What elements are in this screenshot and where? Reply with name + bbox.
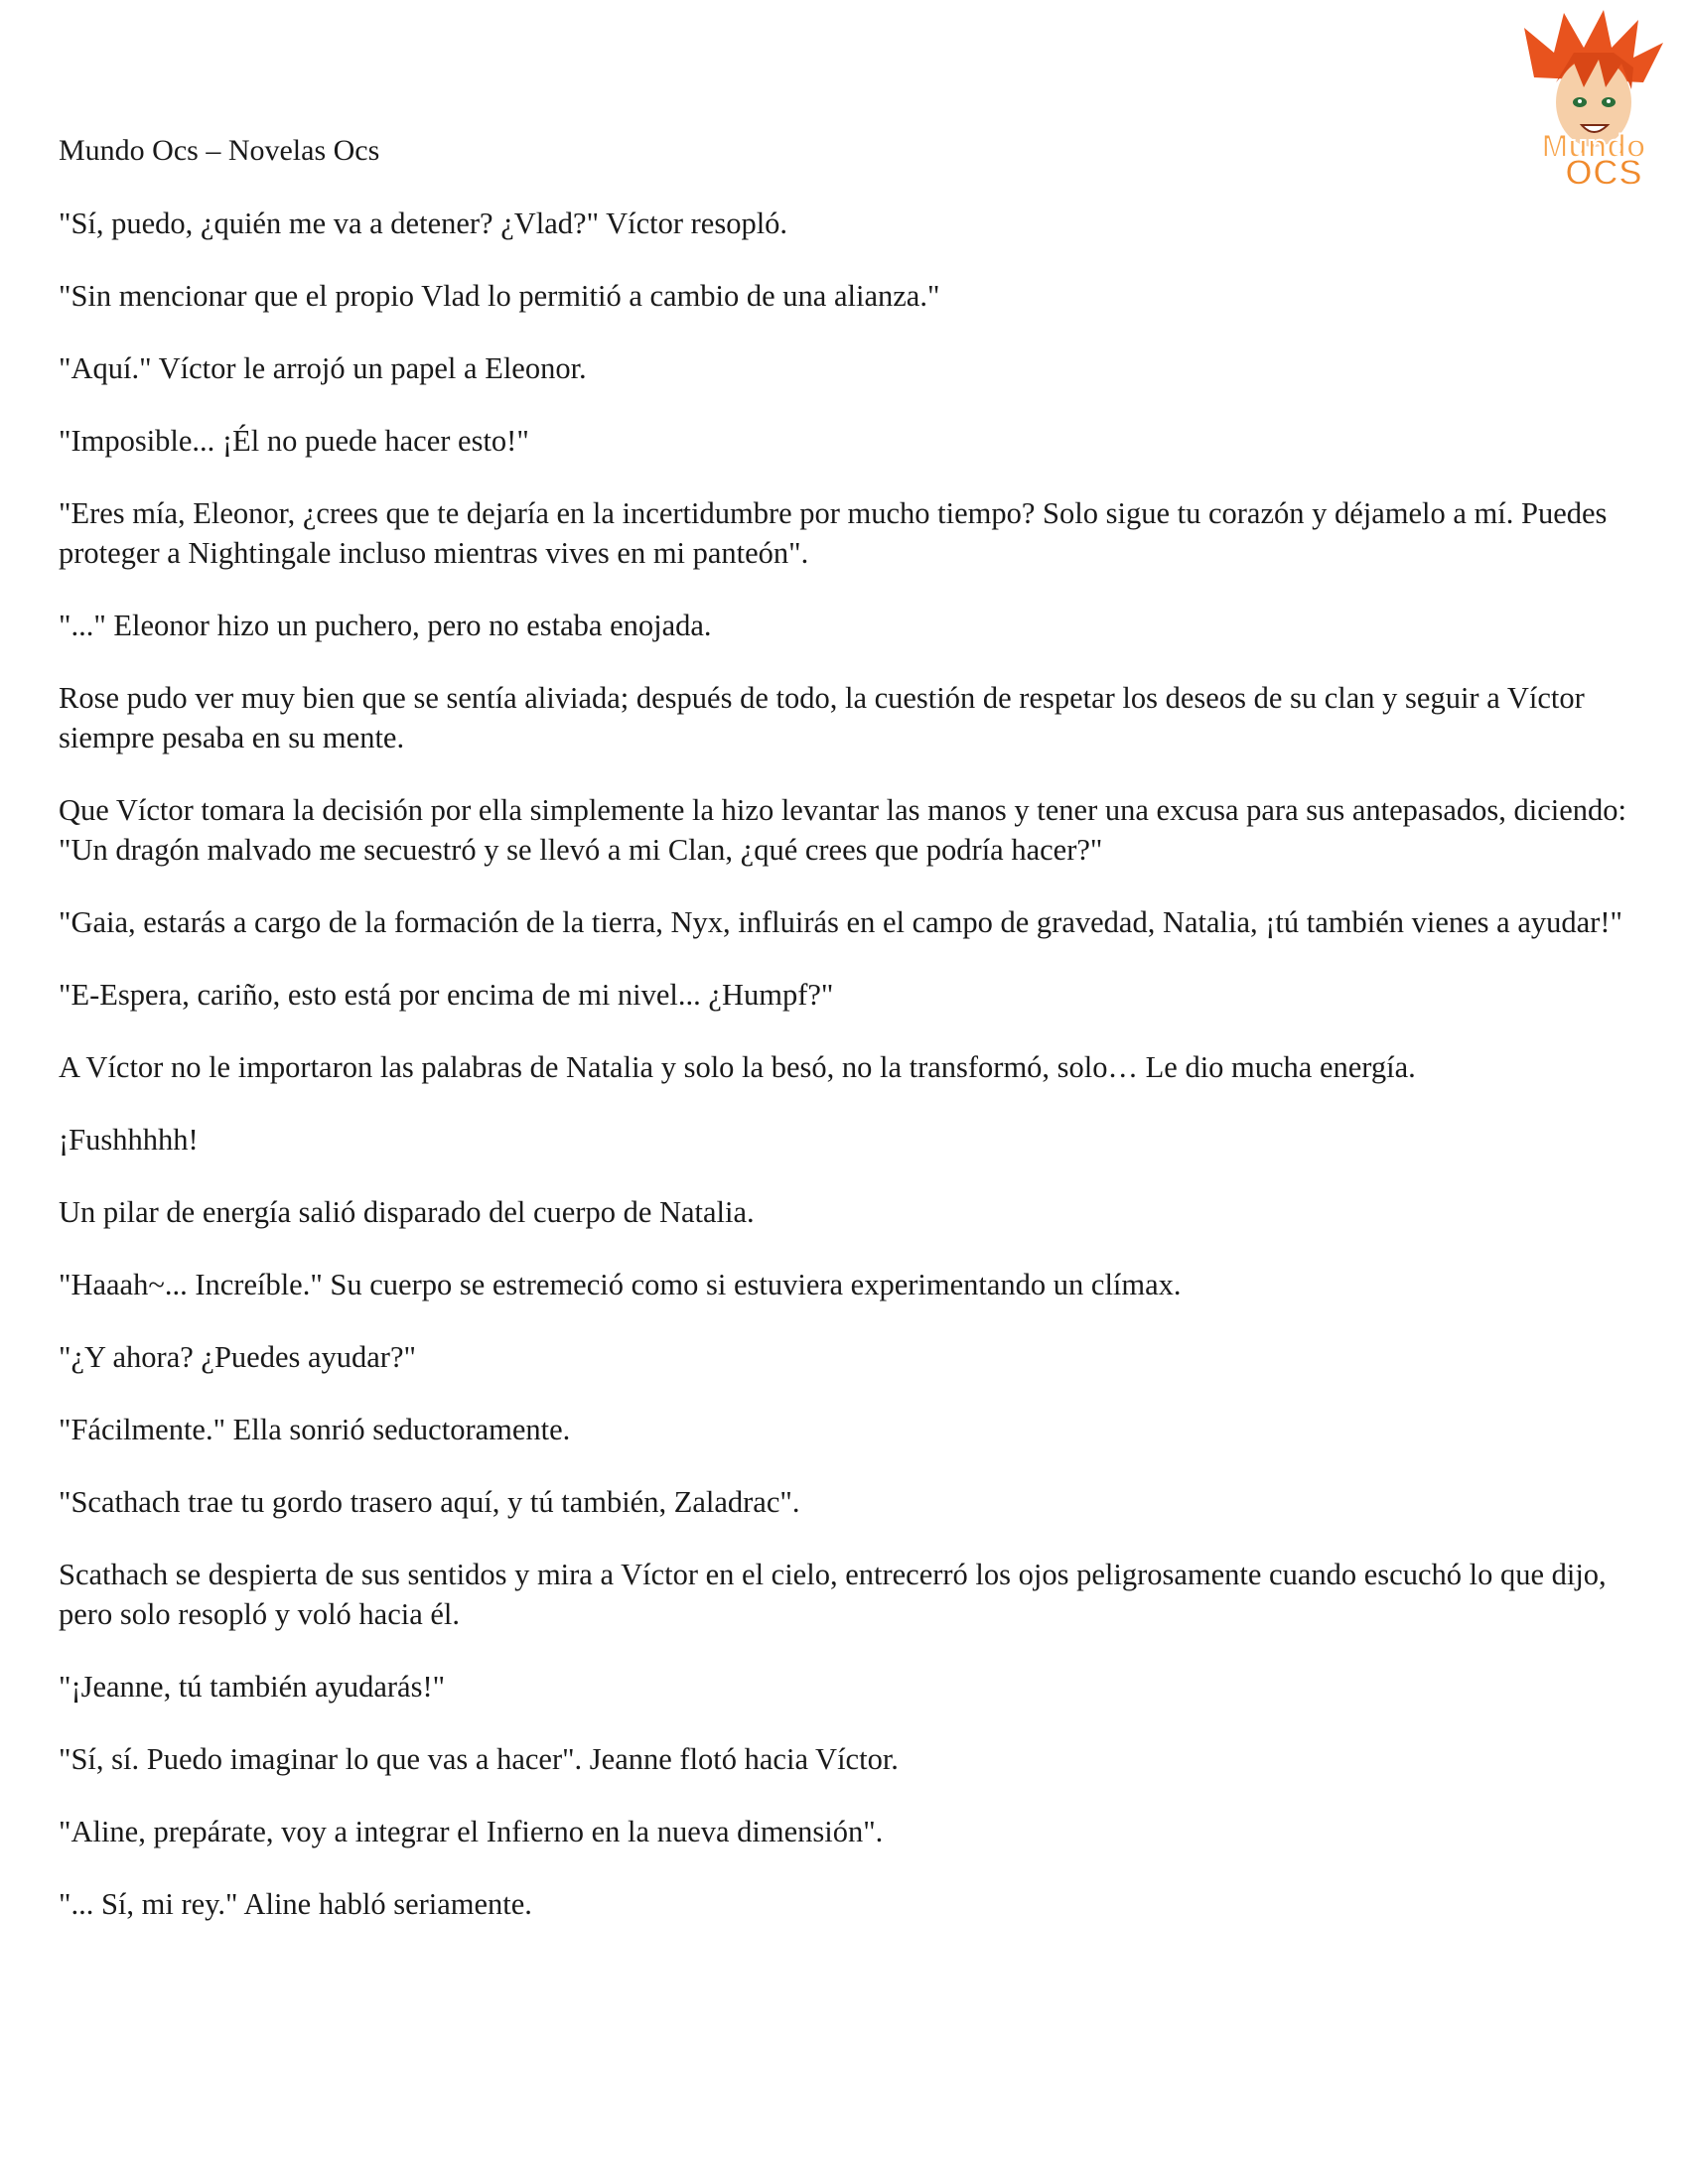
- paragraph: Rose pudo ver muy bien que se sentía aliviada; después de todo, la cuestión de respetar los deseos de su clan y seguir a Víctor siempre pesaba en su mente.: [59, 681, 1585, 754]
- svg-text:Mundo: Mundo: [1541, 128, 1646, 164]
- paragraph: Que Víctor tomara la decisión por ella simplemente la hizo levantar las manos y tener una excusa para sus antepasados, diciendo: "Un dragón malvado me secuestró y se llevó a mi Clan, ¿qué crees que podría hacer?": [59, 793, 1626, 867]
- paragraph: "Scathach trae tu gordo trasero aquí, y tú también, Zaladrac".: [59, 1485, 800, 1519]
- paragraph: "... Sí, mi rey." Aline habló seriamente.: [59, 1887, 532, 1921]
- document-body: [59, 204, 1637, 1957]
- svg-text:OCS: OCS: [1564, 152, 1643, 187]
- paragraph: "¡Jeanne, tú también ayudarás!": [59, 1670, 446, 1704]
- paragraph: "E-Espera, cariño, esto está por encima de mi nivel... ¿Humpf?": [59, 978, 834, 1012]
- paragraph: "Eres mía, Eleonor, ¿crees que te dejaría en la incertidumbre por mucho tiempo? Solo sigue tu corazón y déjamelo a mí. Puedes proteger a Nightingale incluso mientras vives en mi panteón".: [59, 496, 1608, 570]
- paragraph: "Sin mencionar que el propio Vlad lo permitió a cambio de una alianza.": [59, 279, 940, 313]
- paragraph: Un pilar de energía salió disparado del cuerpo de Natalia.: [59, 1195, 755, 1229]
- paragraph: "Aline, prepárate, voy a integrar el Infierno en la nueva dimensión".: [59, 1815, 884, 1848]
- paragraph: "Sí, puedo, ¿quién me va a detener? ¿Vlad?" Víctor resopló.: [59, 206, 788, 240]
- paragraph: ¡Fushhhhh!: [59, 1123, 199, 1157]
- paragraph: "..." Eleonor hizo un puchero, pero no estaba enojada.: [59, 609, 712, 642]
- paragraph: "Fácilmente." Ella sonrió seductoramente.: [59, 1413, 571, 1446]
- paragraph: Scathach se despierta de sus sentidos y mira a Víctor en el cielo, entrecerró los ojos peligrosamente cuando escuchó lo que dijo, pero solo resopló y voló hacia él.: [59, 1558, 1607, 1631]
- paragraph: "Imposible... ¡Él no puede hacer esto!": [59, 424, 529, 458]
- paragraph: "Aquí." Víctor le arrojó un papel a Eleonor.: [59, 351, 587, 385]
- paragraph: "¿Y ahora? ¿Puedes ayudar?": [59, 1340, 416, 1374]
- document-header: Mundo Ocs – Novelas Ocs: [59, 134, 380, 167]
- mundo-ocs-logo: [1494, 8, 1688, 187]
- paragraph: "Sí, sí. Puedo imaginar lo que vas a hacer". Jeanne flotó hacia Víctor.: [59, 1742, 899, 1776]
- paragraph: "Gaia, estarás a cargo de la formación de la tierra, Nyx, influirás en el campo de gravedad, Natalia, ¡tú también vienes a ayudar!": [59, 905, 1622, 939]
- paragraph: "Haaah~... Increíble." Su cuerpo se estremeció como si estuviera experimentando un clímax.: [59, 1268, 1182, 1301]
- paragraph: A Víctor no le importaron las palabras de Natalia y solo la besó, no la transformó, solo… Le dio mucha energía.: [59, 1050, 1416, 1084]
